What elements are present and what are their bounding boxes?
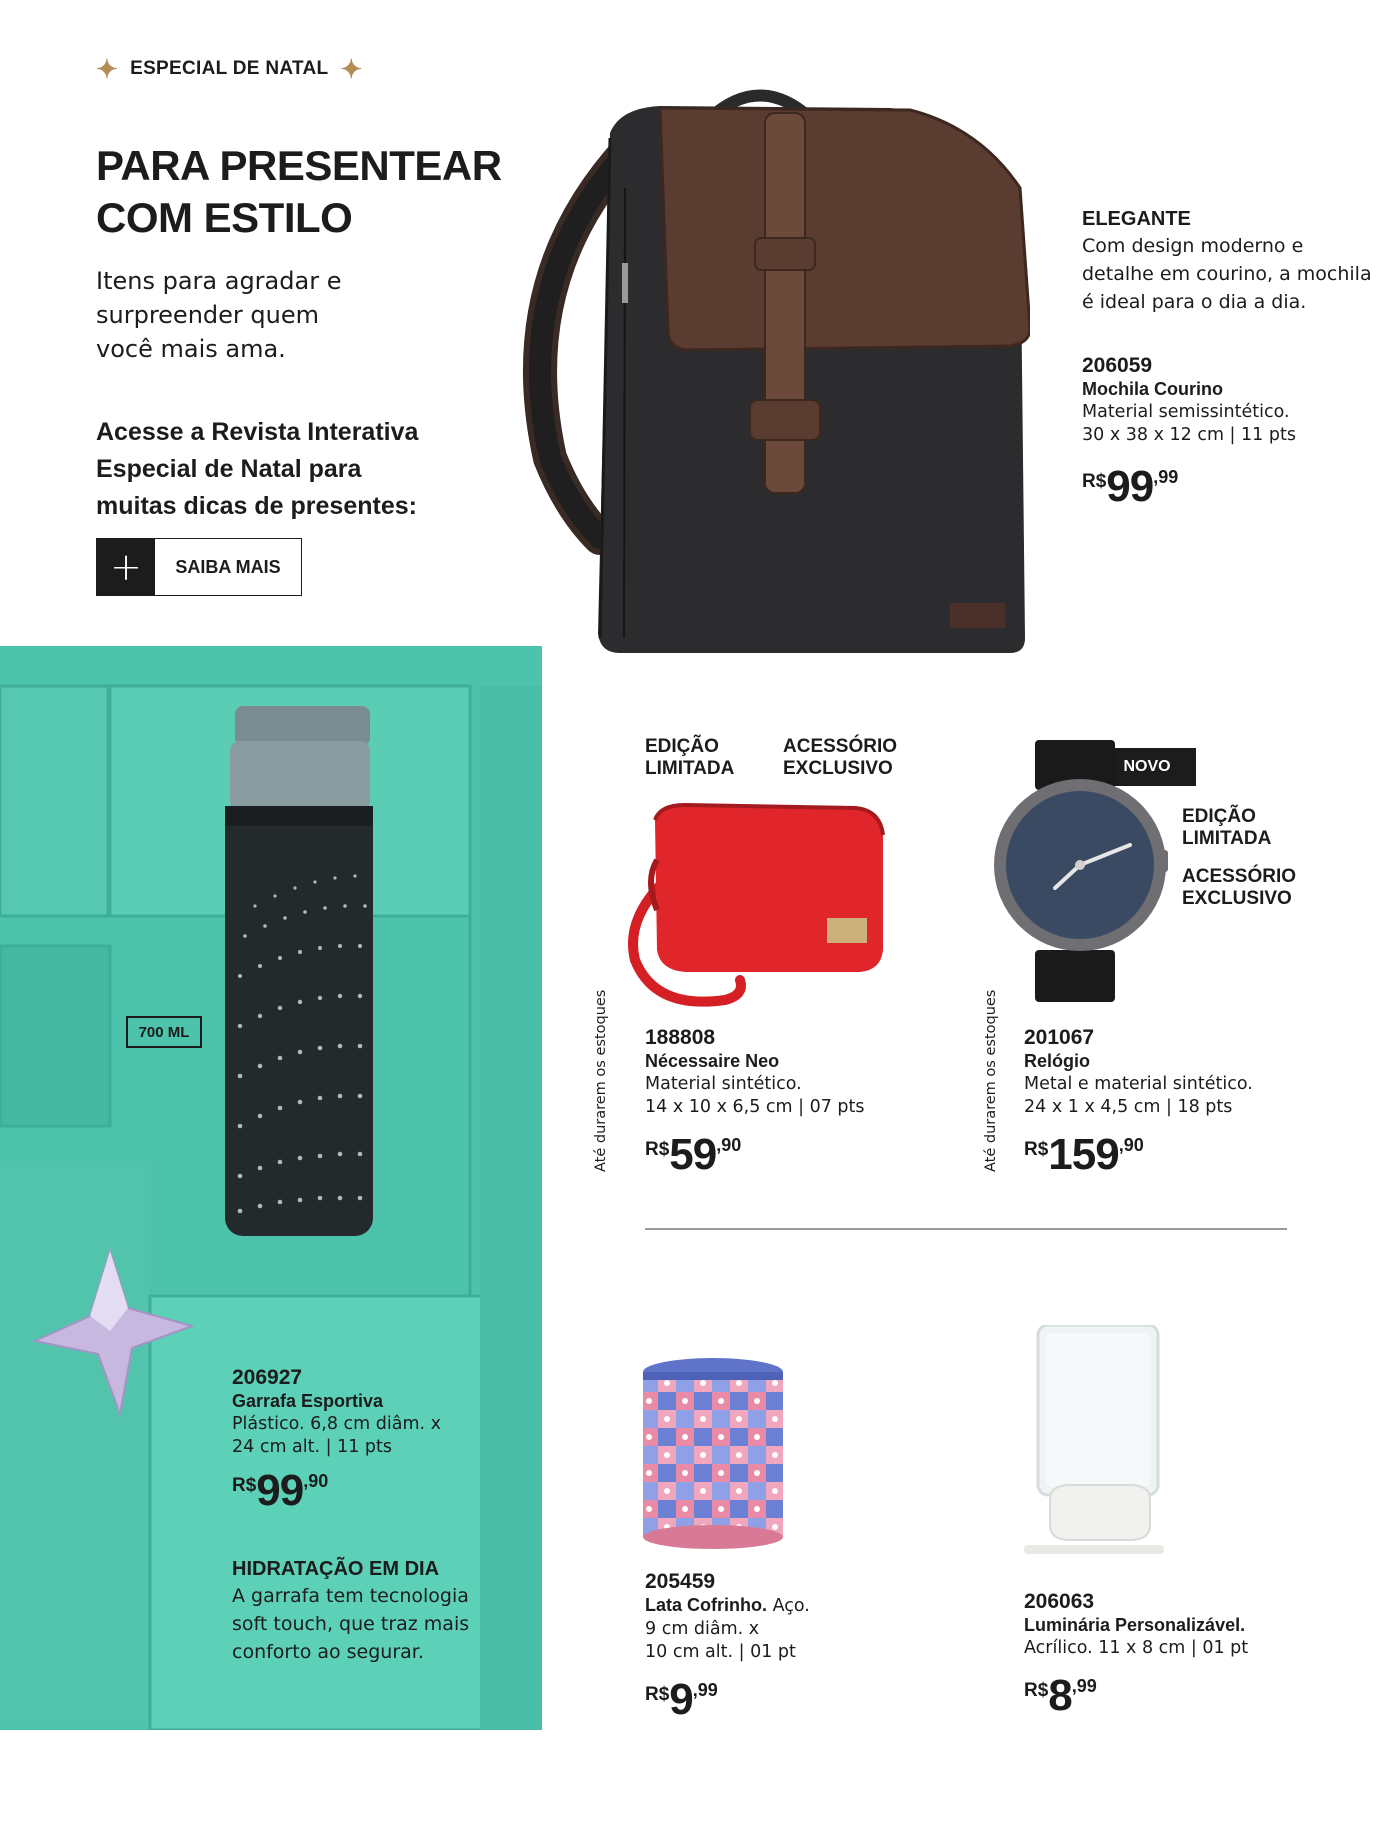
necessaire-image [615, 800, 895, 1020]
price-integer: 99 [256, 1466, 304, 1515]
feature-line: A garrafa tem tecnologia [232, 1585, 469, 1607]
price-decimal: ,99 [692, 1680, 718, 1700]
product-desc: 24 cm alt. | 11 pts [232, 1437, 393, 1457]
price-integer: 8 [1048, 1671, 1072, 1720]
saiba-mais-label: SAIBA MAIS [175, 556, 281, 577]
product-name: Relógio [1024, 1051, 1090, 1071]
product-desc: 30 x 38 x 12 cm | 11 pts [1082, 425, 1296, 445]
lamp-image [1020, 1325, 1170, 1565]
product-price [232, 1466, 522, 1515]
price-currency: R$ [1082, 471, 1107, 492]
backpack-feature [1082, 206, 1392, 316]
watch-image [990, 740, 1170, 1002]
product-desc: Plástico. 6,8 cm diâm. x [232, 1414, 441, 1434]
volume-badge: 700 ML [126, 1016, 202, 1048]
title-line: PARA PRESENTEAR [96, 142, 502, 189]
tag-line: LIMITADA [645, 758, 735, 779]
section-kicker [96, 56, 362, 82]
price-integer: 59 [669, 1130, 717, 1179]
product-code: 205459 [645, 1570, 716, 1593]
feature-line: é ideal para o dia a dia. [1082, 291, 1307, 313]
tag-line: ACESSÓRIO [1182, 866, 1297, 887]
title-line: COM ESTILO [96, 194, 353, 241]
product-code: 201067 [1024, 1026, 1095, 1049]
page-subtitle [96, 264, 396, 366]
price-integer: 99 [1106, 462, 1154, 511]
star-icon [20, 1246, 200, 1426]
product-price [1082, 462, 1392, 511]
necessaire-tag-limited [645, 736, 734, 780]
cta-line: Acesse a Revista Interativa [96, 418, 419, 446]
product-material: Aço. [767, 1596, 810, 1616]
price-currency: R$ [645, 1139, 670, 1160]
backpack-info [1082, 354, 1392, 509]
product-desc: 9 cm diâm. x [645, 1619, 760, 1639]
tag-line: EXCLUSIVO [1182, 888, 1292, 909]
tag-line: EDIÇÃO [1182, 806, 1256, 827]
feature-title: HIDRATAÇÃO EM DIA [232, 1558, 440, 1580]
necessaire-tag-exclusive [783, 736, 897, 780]
bottle-info [232, 1366, 522, 1513]
product-price [645, 1675, 885, 1724]
price-currency: R$ [1024, 1139, 1049, 1160]
backpack-image [510, 78, 1030, 658]
product-code: 188808 [645, 1026, 716, 1049]
tag-line: LIMITADA [1182, 828, 1272, 849]
product-desc: Metal e material sintético. [1024, 1074, 1253, 1094]
product-price [1024, 1671, 1344, 1720]
sparkle-icon: ✦ [340, 54, 363, 84]
subtitle-line: você mais ama. [96, 335, 286, 363]
feature-title: ELEGANTE [1082, 208, 1191, 230]
product-desc: 14 x 10 x 6,5 cm | 07 pts [645, 1097, 865, 1117]
cta-line: Especial de Natal para [96, 455, 362, 483]
product-desc: 10 cm alt. | 01 pt [645, 1642, 796, 1662]
price-decimal: ,90 [716, 1135, 742, 1155]
tag-line: ACESSÓRIO [783, 736, 898, 757]
saiba-mais-button[interactable] [96, 538, 302, 596]
price-decimal: ,90 [1118, 1135, 1144, 1155]
product-desc: Material sintético. [645, 1074, 802, 1094]
tin-info [645, 1570, 885, 1722]
price-integer: 159 [1048, 1130, 1119, 1179]
product-desc: 24 x 1 x 4,5 cm | 18 pts [1024, 1097, 1233, 1117]
price-integer: 9 [669, 1675, 693, 1724]
bottle-panel [0, 646, 542, 1730]
product-name: Luminária Personalizável. [1024, 1615, 1246, 1635]
price-decimal: ,90 [303, 1471, 329, 1491]
subtitle-line: Itens para agradar e [96, 267, 342, 295]
new-badge: NOVO [1098, 748, 1196, 786]
product-code: 206059 [1082, 354, 1153, 377]
feature-line: Com design moderno e [1082, 235, 1304, 257]
stock-note: Até durarem os estoques [983, 989, 999, 1172]
necessaire-info [645, 1026, 905, 1177]
bottle-feature [232, 1556, 532, 1666]
tin-image [640, 1356, 786, 1552]
stock-note: Até durarem os estoques [593, 989, 609, 1172]
cta-text [96, 414, 436, 525]
price-currency: R$ [232, 1475, 257, 1496]
watch-tag-limited [1182, 806, 1271, 850]
product-price [645, 1130, 905, 1179]
product-name: Nécessaire Neo [645, 1051, 780, 1071]
price-currency: R$ [645, 1684, 670, 1705]
subtitle-line: surpreender quem [96, 301, 319, 329]
cta-line: muitas dicas de presentes: [96, 492, 417, 520]
plus-icon: + [97, 539, 155, 595]
sparkle-icon: ✦ [96, 54, 119, 84]
section-divider [645, 1228, 1287, 1230]
tag-line: EDIÇÃO [645, 736, 719, 757]
lamp-info [1024, 1590, 1344, 1718]
price-currency: R$ [1024, 1680, 1049, 1701]
product-name: Mochila Courino [1082, 379, 1223, 399]
product-name: Lata Cofrinho. [645, 1595, 767, 1615]
product-desc: Acrílico. 11 x 8 cm | 01 pt [1024, 1638, 1249, 1658]
product-name: Garrafa Esportiva [232, 1391, 384, 1411]
bottle-image [215, 706, 385, 1256]
feature-line: detalhe em courino, a mochila [1082, 263, 1372, 285]
price-decimal: ,99 [1071, 1676, 1097, 1696]
watch-tag-exclusive [1182, 866, 1296, 910]
product-code: 206927 [232, 1366, 303, 1389]
feature-line: soft touch, que traz mais [232, 1613, 470, 1635]
page-title [96, 140, 516, 244]
product-desc: Material semissintético. [1082, 402, 1290, 422]
kicker-text: ESPECIAL DE NATAL [130, 58, 329, 79]
price-decimal: ,99 [1153, 467, 1179, 487]
watch-info [1024, 1026, 1324, 1177]
product-price [1024, 1130, 1324, 1179]
tag-line: EXCLUSIVO [783, 758, 893, 779]
feature-line: conforto ao segurar. [232, 1641, 424, 1663]
product-code: 206063 [1024, 1590, 1095, 1613]
